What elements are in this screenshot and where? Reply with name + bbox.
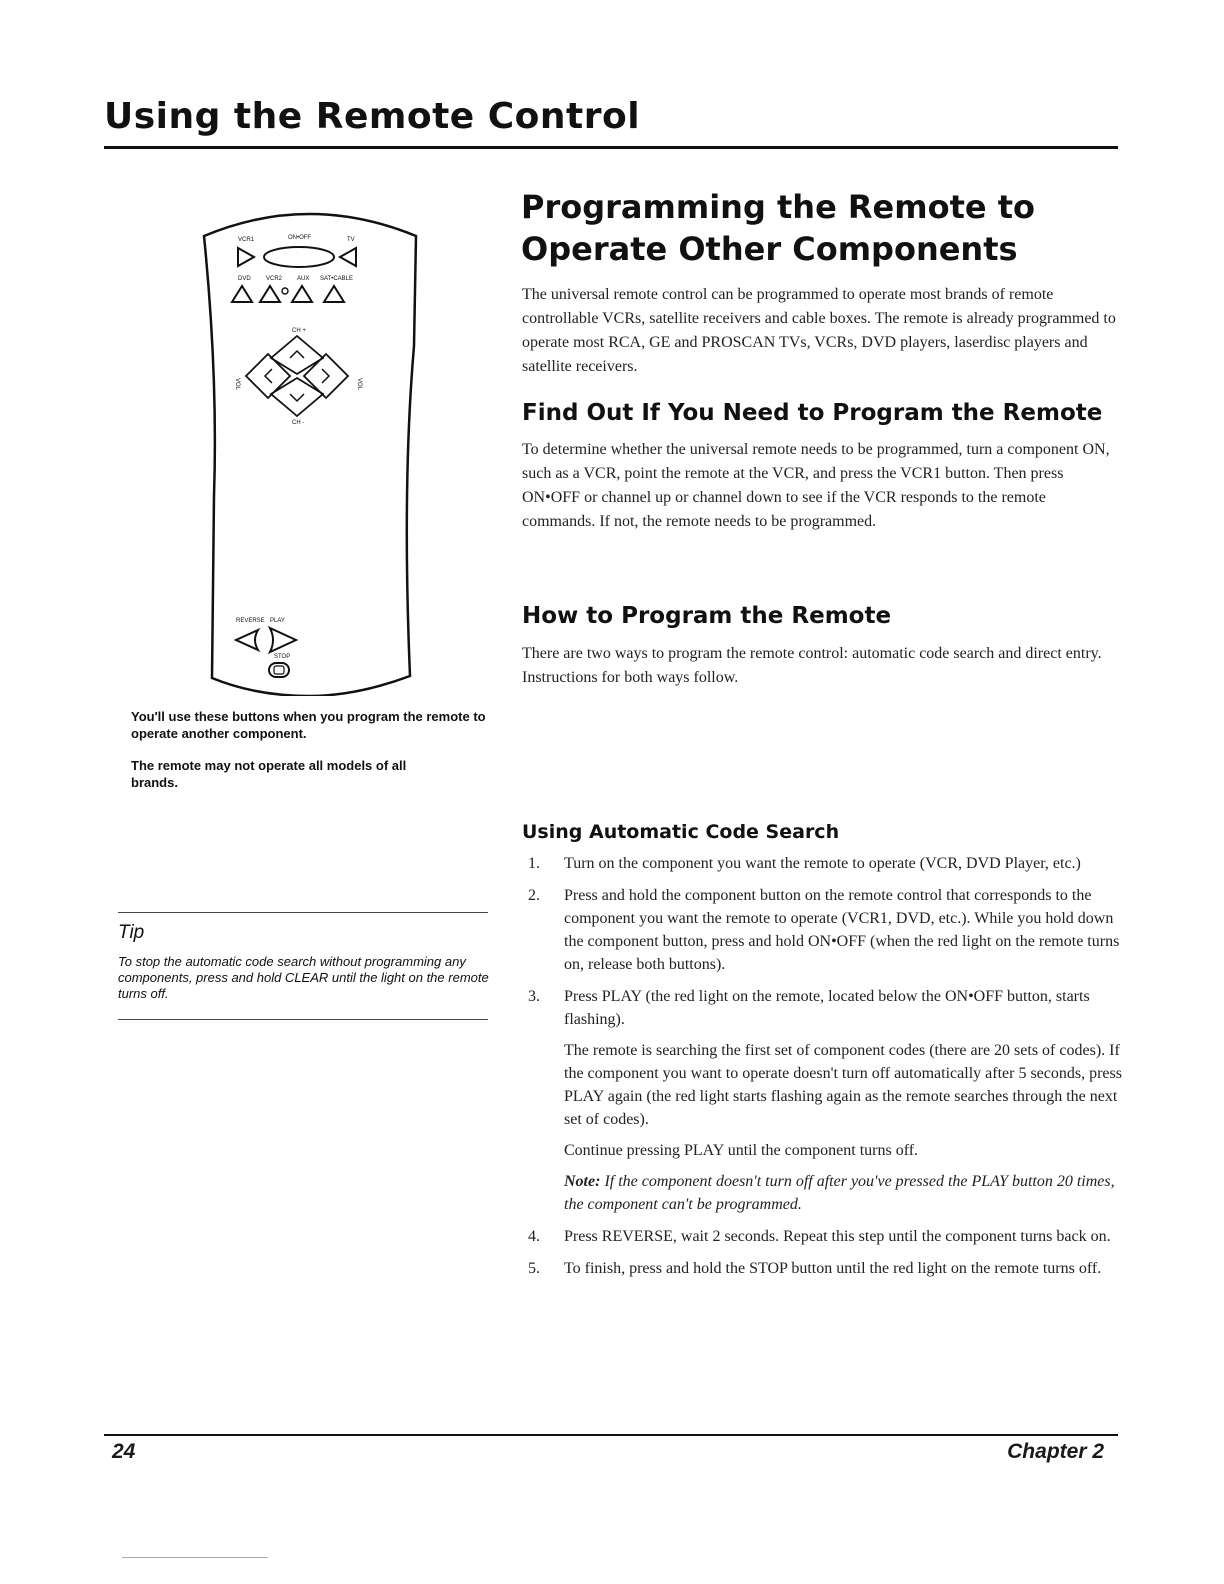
vcr1-label: VCR1 [238,237,255,243]
list-item [522,852,1122,875]
sat-cable-label: SAT•CABLE [320,276,353,282]
how-to-heading: How to Program the Remote [522,603,892,629]
play-label: PLAY [270,618,285,624]
list-item [522,1257,1122,1280]
step-number: 1. [528,855,540,872]
ch-down-label: CH - [292,420,305,426]
note-label: Note: [564,1173,601,1190]
note-text: If the component doesn't turn off after you've pressed the PLAY button 20 times, the component can't be programmed. [564,1173,1115,1213]
step-text: To finish, press and hold the STOP button until the red light on the remote turns off. [564,1260,1102,1277]
step-list [522,852,1122,1289]
vol-right-label: VOL [356,378,362,391]
on-off-label: ON•OFF [288,235,312,241]
step-3-detail: The remote is searching the first set of component codes (there are 20 sets of codes). If the component you want to operate doesn't turn off automatically after 5 seconds, press PLAY again (the red light starts flashing again as the remote searches through the next set of codes). [564,1042,1122,1128]
list-item [522,1225,1122,1248]
step-number: 4. [528,1228,540,1245]
reverse-label: REVERSE [236,618,265,624]
scan-artifact-line [122,1557,268,1558]
dvd-label: DVD [238,276,251,282]
page-header-title: Using the Remote Control [104,96,641,137]
note [564,1170,1122,1216]
list-item [522,884,1122,976]
step-text: Press REVERSE, wait 2 seconds. Repeat this step until the component turns back on. [564,1228,1111,1245]
find-out-paragraph: To determine whether the universal remote needs to be programmed, turn a component ON, such as a VCR, point the remote at the VCR, and press the VCR1 button. Then press ON•OFF or channel up or channel down to see if the VCR responds to the remote commands. If not, the remote needs to be programmed. [522,441,1110,530]
tip-bottom-rule [118,1019,488,1020]
brand-caption: The remote may not operate all models of all brands. [131,758,407,790]
tv-label: TV [347,237,355,243]
remote-control-illustration [196,196,422,696]
step-number: 2. [528,887,540,904]
step-number: 5. [528,1260,540,1277]
aux-label: AUX [297,276,310,282]
ch-up-label: CH + [292,328,306,334]
auto-search-heading: Using Automatic Code Search [522,821,840,843]
how-to-paragraph: There are two ways to program the remote control: automatic code search and direct entry. Instructions for both ways follow. [522,645,1102,686]
vcr2-label: VCR2 [266,276,283,282]
footer-rule [104,1434,1118,1436]
step-text: Press and hold the component button on the remote control that corresponds to the component you want the remote to operate (VCR1, DVD, etc.). While you hold down the component button, press and hold ON•OFF (when the red light on the remote turns on, release both buttons). [564,887,1120,973]
stop-label: STOP [274,654,291,660]
intro-paragraph: The universal remote control can be programmed to operate most brands of remote controllable VCRs, satellite receivers and cable boxes. The remote is already programmed to operate most RCA, GE and PROSCAN TVs, VCRs, DVD players, laserdisc players and satellite receivers. [522,286,1116,375]
tip-top-rule [118,912,488,913]
section-title: Programming the Remote to Operate Other Components [521,188,1035,268]
step-text: Press PLAY (the red light on the remote, located below the ON•OFF button, starts flashing). [564,988,1090,1028]
header-rule [104,146,1118,149]
step-number: 3. [528,988,540,1005]
chapter-label: Chapter 2 [1007,1440,1104,1463]
tip-title: Tip [118,922,145,943]
list-item [522,985,1122,1216]
find-out-heading: Find Out If You Need to Program the Remote [522,400,1103,426]
remote-caption: You'll use these buttons when you program the remote to operate another component. [131,709,486,741]
page-number: 24 [112,1440,136,1463]
vol-left-label: VOL [234,378,240,391]
tip-text: To stop the automatic code search without programming any components, press and hold CLEAR until the light on the remote turns off. [118,954,489,1001]
step-text: Turn on the component you want the remote to operate (VCR, DVD Player, etc.) [564,855,1081,872]
step-3-continue: Continue pressing PLAY until the component turns off. [564,1142,919,1159]
